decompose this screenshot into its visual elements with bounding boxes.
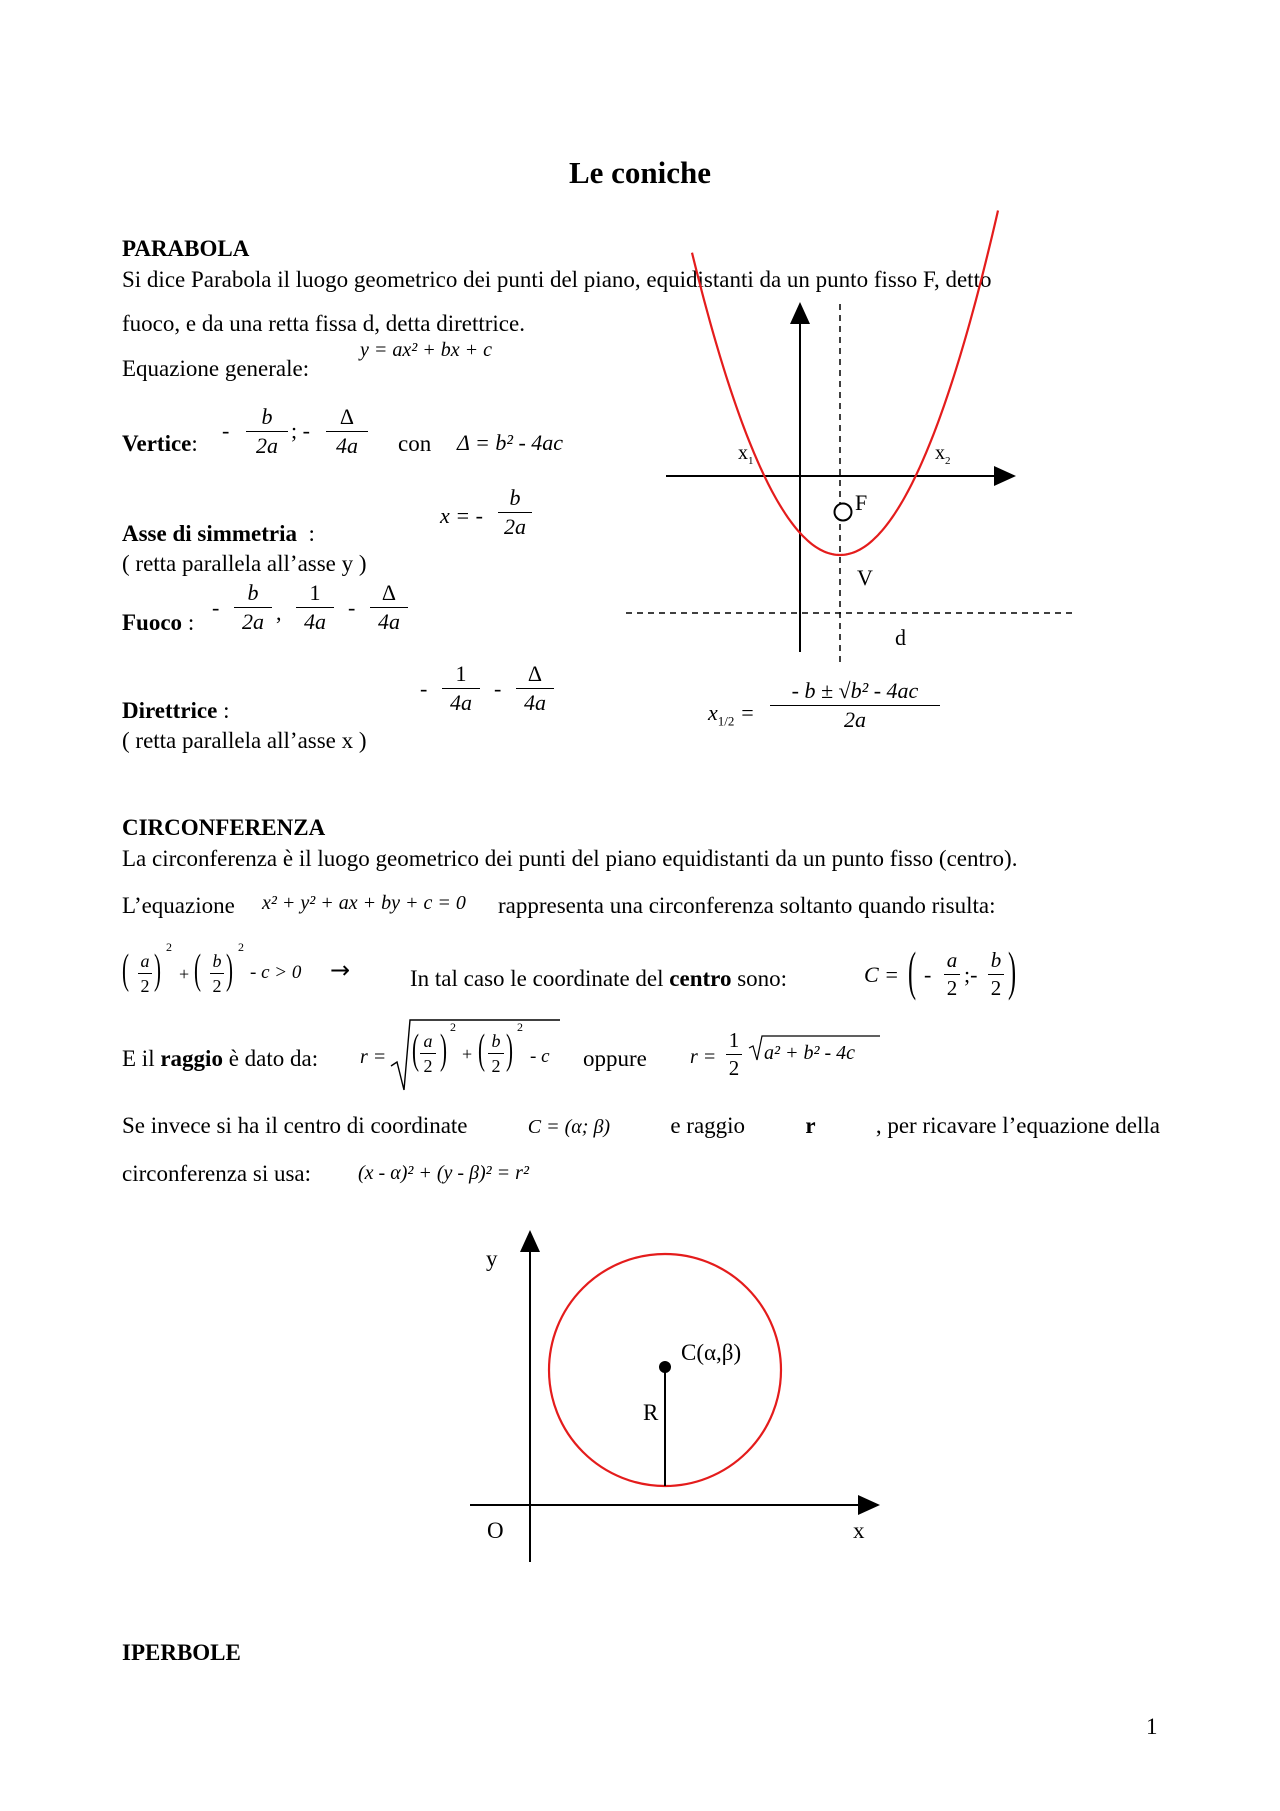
parabola-intro-line1: Si dice Parabola il luogo geometrico dei punti del piano, equidistanti da un punto fisso F, detto: [122, 267, 992, 292]
axis-label-text: Asse di simmetria: [122, 521, 298, 546]
comma: ,: [276, 600, 282, 625]
radius-lhs: r =: [360, 1046, 387, 1068]
standard-equation: (x - α)² + (y - β)² = r²: [358, 1162, 529, 1184]
origin-label: O: [487, 1518, 504, 1543]
parabola-curve: [692, 211, 998, 556]
directrix-label: Direttrice :: [122, 698, 230, 723]
center-y-fraction: b 2: [988, 950, 1004, 999]
x1-label: $x_1$: [738, 442, 754, 467]
minus-sign: -: [924, 962, 932, 987]
directrix-fraction-1: 1 4a: [442, 663, 480, 714]
paren: (: [478, 1027, 485, 1073]
a-over-2: a 2: [138, 952, 152, 995]
parabola-intro-line2: fuoco, e da una retta fissa d, detta direttrice.: [122, 311, 525, 336]
b-over-2: b 2: [210, 952, 224, 995]
radius-label: R: [643, 1400, 659, 1425]
exponent: 2: [517, 1020, 523, 1034]
x2-label: $x_2$: [935, 442, 951, 467]
radius-alt-lhs: r =: [690, 1046, 717, 1068]
condition-tail: - c > 0: [250, 962, 302, 983]
minus-sign: -: [494, 676, 502, 701]
directrix-note: ( retta parallela all’asse x ): [122, 728, 367, 753]
focus-label-graph: F: [855, 490, 868, 515]
focus-x-fraction: b 2a: [234, 582, 272, 633]
focus-y-fraction-2: Δ 4a: [370, 582, 408, 633]
circle-intro: La circonferenza è il luogo geometrico dei punti del piano equidistanti da un punto fisso (centro).: [122, 846, 1018, 871]
roots-fraction: - b ± √b² - 4ac 2a: [770, 680, 940, 731]
paren: ): [440, 1027, 447, 1073]
plus: +: [462, 1044, 473, 1064]
separator: ; -: [291, 418, 310, 443]
plus: +: [179, 964, 190, 984]
radius-alt-radicand: a² + b² - 4c: [764, 1042, 856, 1064]
one-half: 1 2: [726, 1030, 742, 1079]
paren: ): [1008, 941, 1017, 1001]
a-over-2: a 2: [420, 1032, 436, 1075]
focus-label: Fuoco :: [122, 610, 195, 635]
oppure-word: oppure: [583, 1046, 647, 1071]
minus-c: - c: [530, 1046, 550, 1067]
minus-sign: -: [222, 418, 230, 443]
usa-line: circonferenza si usa:: [122, 1161, 312, 1186]
arrow-icon: →: [330, 956, 351, 984]
radius-sentence: E il raggio è dato da:: [122, 1046, 319, 1071]
b-over-2: b 2: [488, 1032, 504, 1075]
focus-label-text: Fuoco: [122, 610, 183, 635]
paren: (: [122, 947, 129, 993]
directrix-fraction-2: Δ 4a: [516, 663, 554, 714]
circle-curve: [549, 1254, 781, 1486]
axis-note: ( retta parallela all’asse y ): [122, 551, 367, 576]
center-radius-line: Se invece si ha il centro di coordinate C = (α; β) e raggio r , per ricavare l’equazione della: [122, 1113, 1160, 1138]
directrix-label-text: Direttrice: [122, 698, 218, 723]
axis-fraction: b 2a: [498, 487, 532, 538]
circle-eq-suffix: rappresenta una circonferenza soltanto quando risulta:: [498, 893, 996, 918]
exponent: 2: [450, 1020, 456, 1034]
circle-general-eq: x² + y² + ax + by + c = 0: [262, 892, 466, 914]
vertex-label-text: Vertice: [122, 431, 192, 456]
focus-y-fraction-1: 1 4a: [296, 582, 334, 633]
paren: (: [908, 941, 917, 1001]
paren: (: [412, 1027, 419, 1073]
directrix-label-graph: d: [895, 625, 906, 650]
axis-label: Asse di simmetria :: [122, 521, 315, 546]
minus-sign: -: [348, 595, 356, 620]
general-equation: y = ax² + bx + c: [360, 339, 492, 361]
exponent: 2: [166, 940, 172, 954]
page-title: Le coniche: [568, 155, 712, 190]
circle-eq-prefix: L’equazione: [122, 893, 235, 918]
exponent: 2: [238, 940, 244, 954]
circle-heading: CIRCONFERENZA: [122, 815, 326, 840]
center-coords: C = (α; β): [527, 1116, 611, 1138]
page-number: 1: [1146, 1714, 1158, 1739]
center-x-fraction: a 2: [944, 950, 960, 999]
vertex-label-graph: V: [857, 565, 873, 590]
center-point: [659, 1361, 671, 1373]
paren: ): [154, 947, 161, 993]
vertex-label: Vertice:: [122, 431, 198, 456]
minus-sign: -: [420, 676, 428, 701]
paren: ): [506, 1027, 513, 1073]
y-axis-label: y: [486, 1246, 498, 1271]
vertex-x-fraction: b 2a: [246, 406, 288, 457]
focus-point: [835, 504, 852, 521]
delta-definition: Δ = b² - 4ac: [457, 430, 564, 455]
center-lhs: C =: [864, 962, 900, 987]
parabola-heading: PARABOLA: [122, 236, 250, 261]
center-label: C(α,β): [681, 1340, 742, 1365]
paren: (: [194, 947, 201, 993]
minus-sign: -: [212, 595, 220, 620]
roots-lhs: $x_{1/2}$ =: [708, 700, 755, 729]
con-word: con: [398, 431, 432, 456]
x-axis-label: x: [853, 1518, 865, 1543]
hyperbola-heading: IPERBOLE: [122, 1640, 241, 1665]
separator: ;-: [964, 962, 978, 987]
axis-eq-lhs: x = -: [440, 503, 483, 528]
paren: ): [226, 947, 233, 993]
center-sentence: In tal caso le coordinate del centro sono:: [410, 966, 788, 991]
vertex-y-fraction: Δ 4a: [326, 406, 368, 457]
general-equation-label: Equazione generale:: [122, 356, 310, 381]
